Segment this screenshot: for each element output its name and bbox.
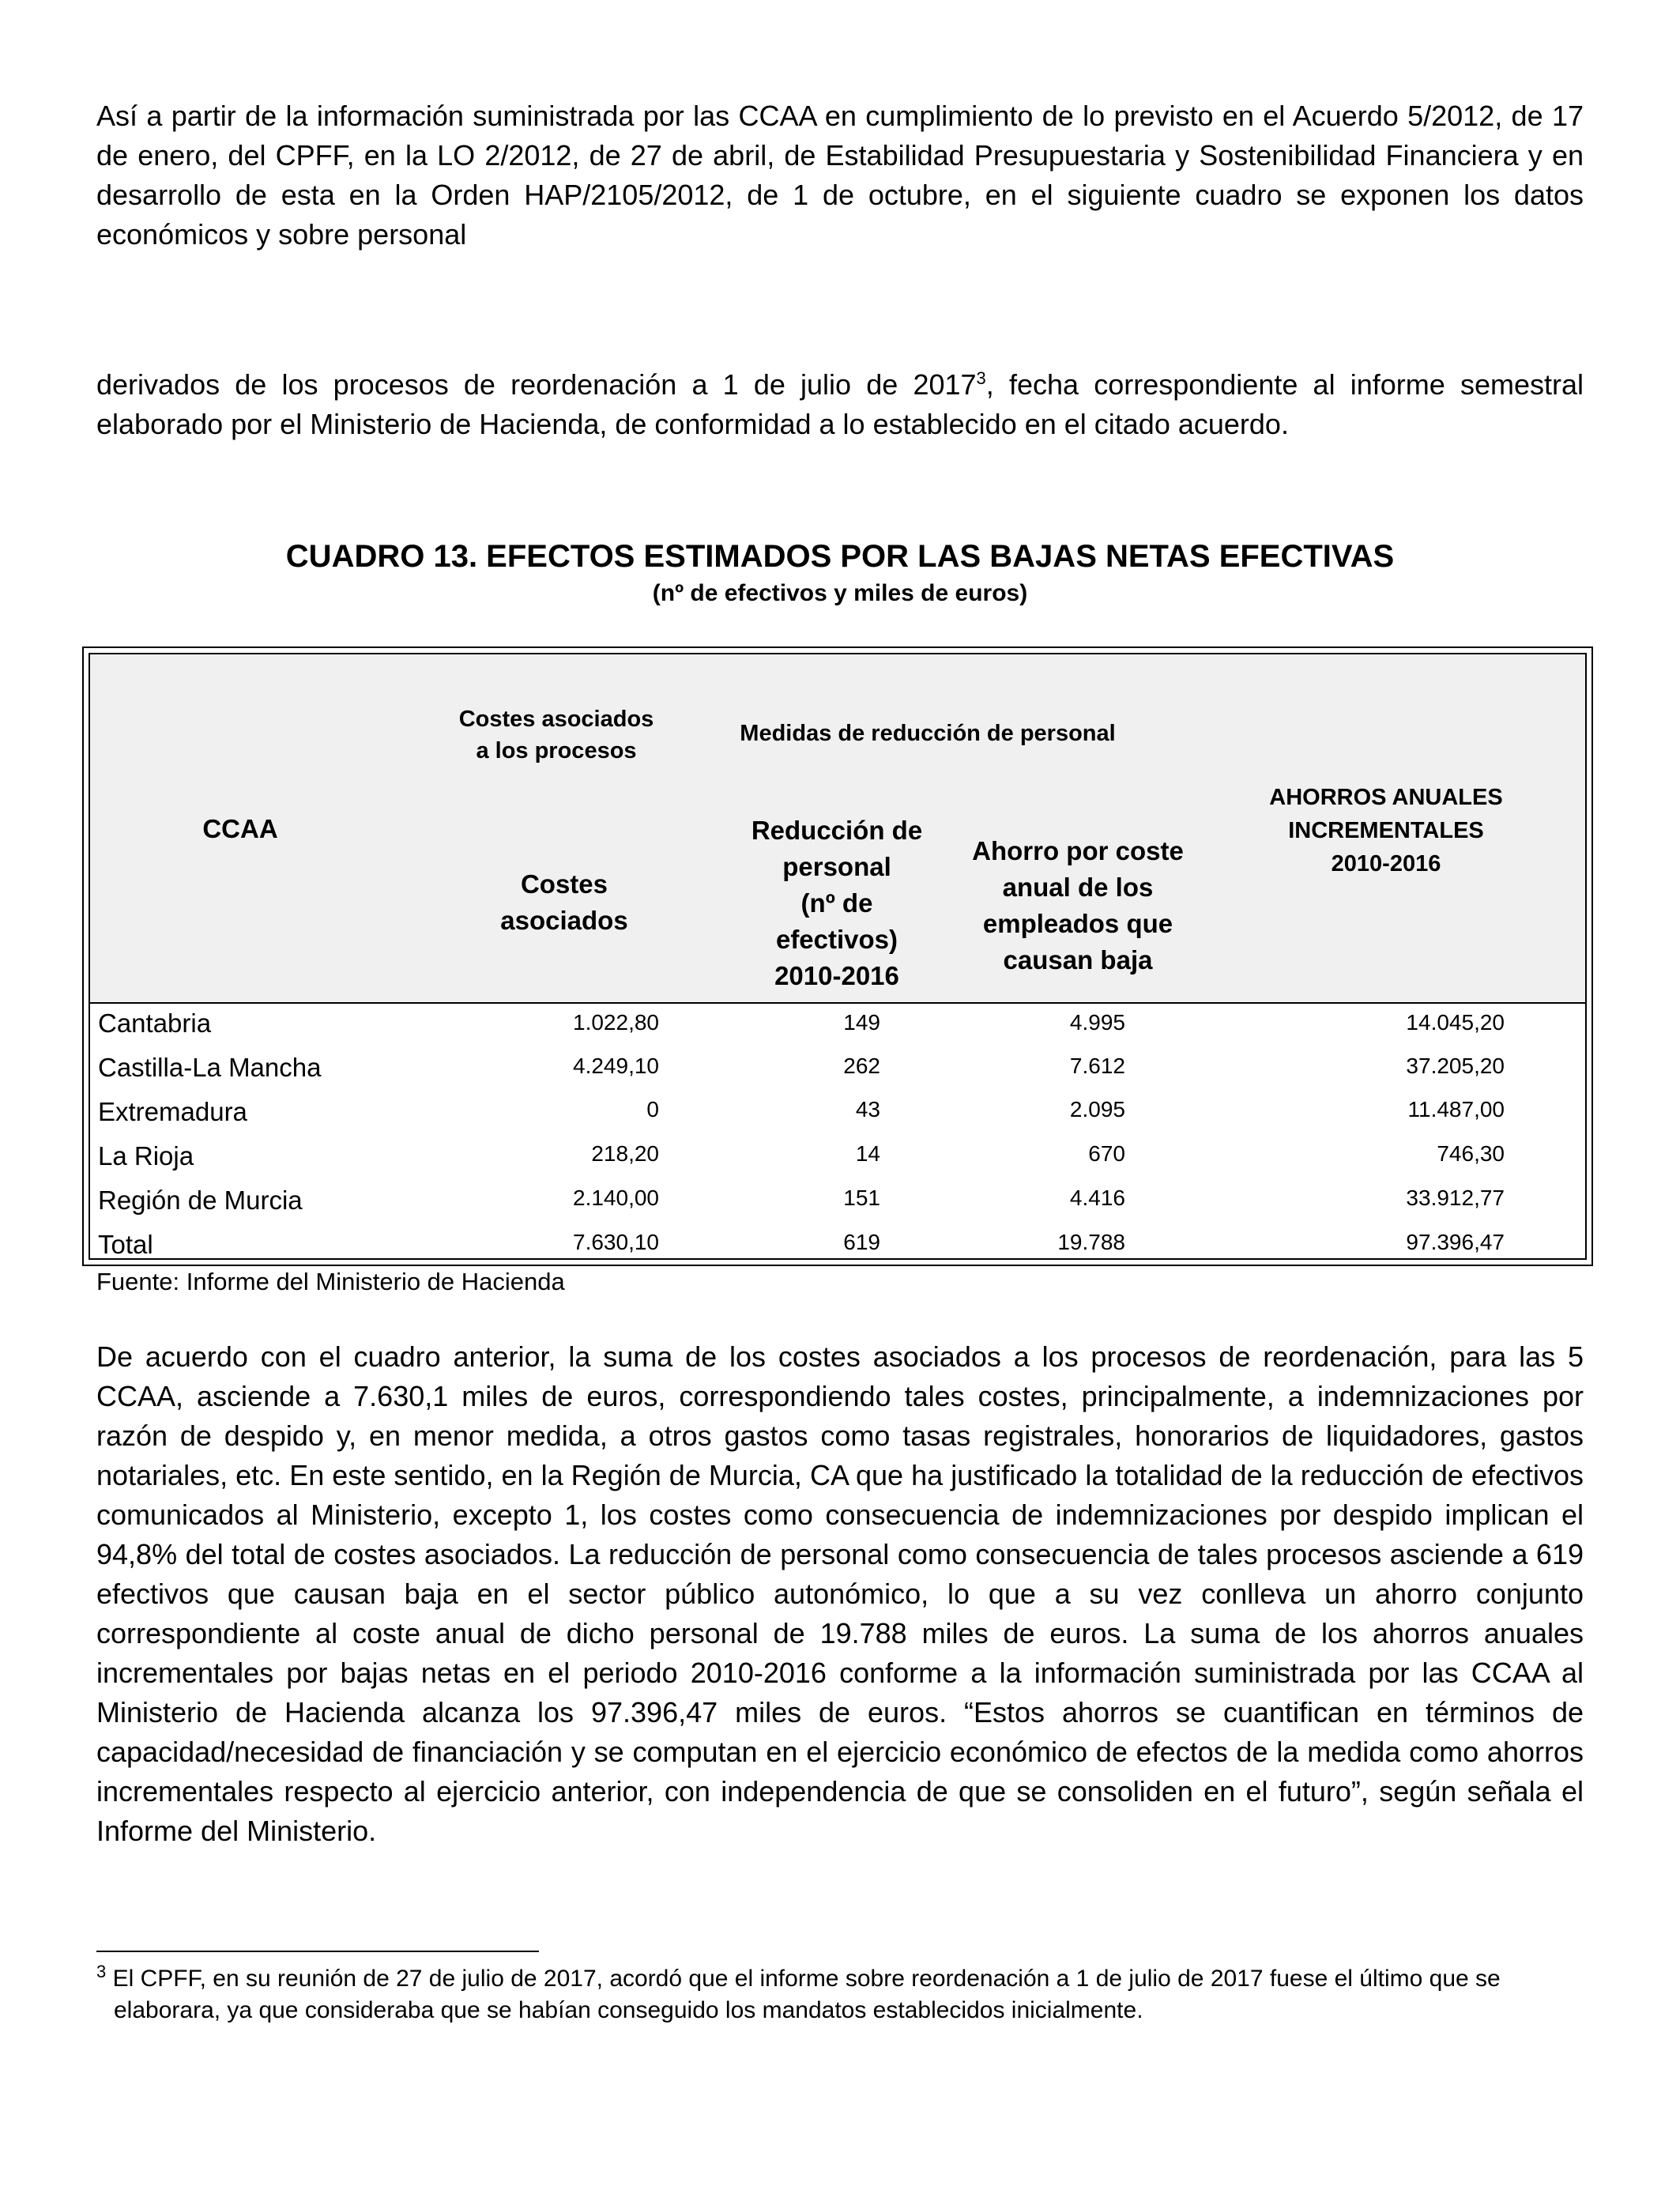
header-ahorro-line3: empleados que <box>982 909 1173 938</box>
row-costes-value: 7.630,10 <box>573 1230 659 1254</box>
row-ahorro-value: 670 <box>1088 1141 1125 1166</box>
continuation-text-end: , fecha correspondiente al informe semestral elaborado por el Ministerio de Hacienda, de conformidad a lo establecido en el citado acuerdo. <box>96 368 1584 440</box>
table-subtitle: (nº de efectivos y miles de euros) <box>652 580 1028 606</box>
footnote-text: El CPFF, en su reunión de 27 de julio de 2017, acordó que el informe sobre reordenación a 1 de julio de 2017 fuese el último que se elaborara, ya que consideraba que se habían conseguido los mandatos establecidos inicialmente. <box>106 1966 1501 2023</box>
analysis-paragraph: De acuerdo con el cuadro anterior, la suma de los costes asociados a los procesos de reordenación, para las 5 CCAA, asciende a 7.630,1 miles de euros, correspondiendo tales costes, principalmente, a indemnizaciones por razón de despido y, en menor medida, a otros gastos como tasas registrales, honorarios de liquidadores, gastos notariales, etc. En este sentido, en la Región de Murcia, CA que ha justificado la totalidad de la reducción de efectivos comunicados al Ministerio, excepto 1, los costes como consecuencia de indemnizaciones por despido implican el 94,8% del total de costes asociados. La reducción de personal como consecuencia de tales procesos asciende a 619 efectivos que causan baja en el sector público autonómico, lo que a su vez conlleva un ahorro conjunto correspondiente al coste anual de dicho personal de 19.788 miles de euros. La suma de los ahorros anuales incrementales por bajas netas en el periodo 2010-2016 conforme a la información suministrada por las CCAA al Ministerio de Hacienda alcanza los 97.396,47 miles de euros. “Estos ahorros se cuantifican en términos de capacidad/necesidad de financiación y se computan en el ejercicio económico de efectos de la medida como ahorros incrementales respecto al ejercicio anterior, con independencia de que se consoliden en el futuro”, según señala el Informe del Ministerio. <box>96 1340 1584 1847</box>
header-ahorro-coste <box>951 833 1204 978</box>
header-reduccion-line2: personal <box>782 852 891 881</box>
row-ccaa-name: Castilla-La Mancha <box>98 1053 322 1082</box>
row-reduccion-value: 14 <box>855 1141 880 1166</box>
row-costes-value: 4.249,10 <box>573 1054 659 1078</box>
header-ahorros-line2: INCREMENTALES <box>1288 818 1484 843</box>
table-header <box>90 654 1585 1004</box>
data-table-inner <box>89 653 1587 1260</box>
table-title: CUADRO 13. EFECTOS ESTIMADOS POR LAS BAJAS NETAS EFECTIVAS <box>285 539 1395 574</box>
header-ahorros-line1: AHORROS ANUALES <box>1269 785 1503 810</box>
row-ahorros-anuales-value: 37.205,20 <box>1406 1054 1505 1078</box>
header-ccaa: CCAA <box>202 814 278 843</box>
header-reduccion-personal <box>722 812 951 994</box>
header-costes-line1: Costes <box>520 869 608 899</box>
header-group-medidas: Medidas de reducción de personal <box>740 721 1116 746</box>
intro-paragraph: Así a partir de la información suministrada por las CCAA en cumplimiento de lo previsto en el Acuerdo 5/2012, de 17 de enero, del CPFF, en la LO 2/2012, de 27 de abril, de Estabilidad Presupuestaria y Sostenibilidad Financiera y en desarrollo de esta en la Orden HAP/2105/2012, de 1 de octubre, en el siguiente cuadro se exponen los datos económicos y sobre personal <box>96 100 1584 251</box>
data-table <box>82 647 1593 1266</box>
row-costes-value: 2.140,00 <box>573 1186 659 1210</box>
continuation-text-start: derivados de los procesos de reordenación a 1 de julio de 2017 <box>96 368 977 401</box>
continuation-paragraph <box>96 365 1584 444</box>
footnote-number: 3 <box>96 1962 107 1981</box>
row-reduccion-value: 43 <box>855 1097 880 1122</box>
row-reduccion-value: 262 <box>843 1054 880 1078</box>
row-ahorros-anuales-value: 97.396,47 <box>1406 1230 1505 1254</box>
row-costes-value: 1.022,80 <box>573 1010 659 1035</box>
header-group-costes-line1: Costes asociados <box>458 707 654 732</box>
header-reduccion-line5: 2010-2016 <box>774 961 899 990</box>
header-ahorros-anuales <box>1228 781 1544 880</box>
row-ccaa-name: Cantabria <box>98 1008 212 1038</box>
table-source: Fuente: Informe del Ministerio de Hacienda <box>96 1268 565 1295</box>
header-costes-line2: asociados <box>500 906 628 935</box>
row-ahorro-value: 7.612 <box>1069 1054 1125 1078</box>
row-reduccion-value: 151 <box>843 1186 880 1210</box>
row-ahorros-anuales-value: 11.487,00 <box>1407 1097 1505 1122</box>
row-ahorro-value: 19.788 <box>1057 1230 1125 1254</box>
header-group-costes-line2: a los procesos <box>476 738 637 763</box>
row-costes-value: 0 <box>646 1097 659 1122</box>
row-ahorro-value: 2.095 <box>1069 1097 1125 1122</box>
row-reduccion-value: 619 <box>843 1230 880 1254</box>
row-ahorro-value: 4.416 <box>1069 1186 1125 1210</box>
header-ahorro-line1: Ahorro por coste <box>972 836 1184 865</box>
header-reduccion-line3: (nº de <box>800 888 873 918</box>
row-ccaa-name: La Rioja <box>98 1141 194 1171</box>
footnote <box>96 1963 1601 2026</box>
header-costes-asociados <box>469 866 659 939</box>
header-ahorro-line2: anual de los <box>1002 873 1154 902</box>
row-ahorros-anuales-value: 746,30 <box>1437 1141 1505 1166</box>
row-ahorro-value: 4.995 <box>1069 1010 1125 1035</box>
header-group-costes <box>422 703 691 767</box>
row-ahorros-anuales-value: 33.912,77 <box>1406 1186 1505 1210</box>
header-reduccion-line4: efectivos) <box>775 925 898 954</box>
row-costes-value: 218,20 <box>591 1141 659 1166</box>
row-ccaa-name: Extremadura <box>98 1097 247 1126</box>
header-ahorros-line3: 2010-2016 <box>1331 851 1441 876</box>
header-ahorro-line4: causan baja <box>1003 945 1153 974</box>
row-ccaa-name: Región de Murcia <box>98 1186 303 1215</box>
footnote-reference[interactable]: 3 <box>976 368 986 388</box>
row-ahorros-anuales-value: 14.045,20 <box>1406 1010 1505 1035</box>
row-reduccion-value: 149 <box>843 1010 880 1035</box>
header-reduccion-line1: Reducción de <box>751 816 923 845</box>
footnote-separator <box>96 1951 539 1952</box>
row-ccaa-name: Total <box>98 1230 153 1259</box>
